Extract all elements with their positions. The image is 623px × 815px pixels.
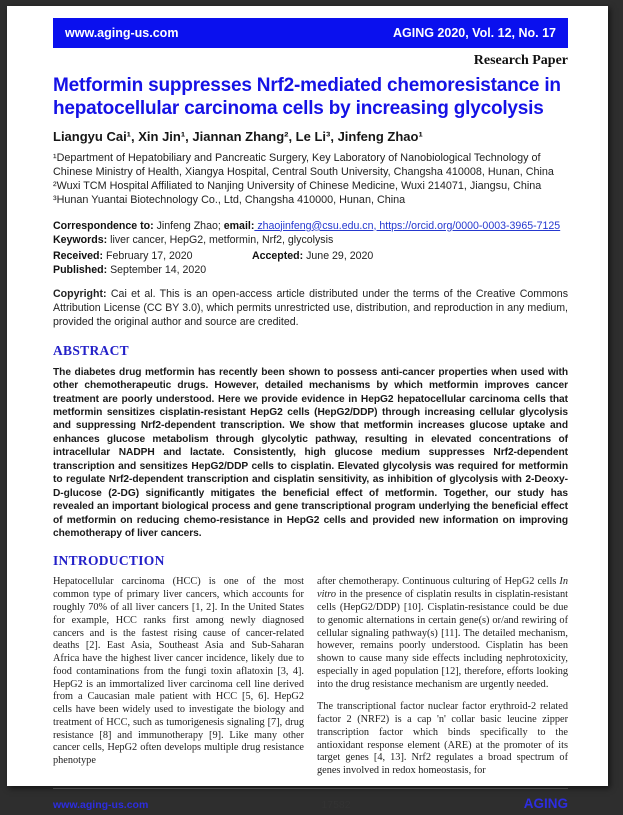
accepted-date: Accepted: June 29, 2020: [251, 249, 374, 262]
affiliation-2: ²Wuxi TCM Hospital Affiliated to Nanjing University of Chinese Medicine, Wuxi 214071, Jiangsu, China: [53, 179, 542, 192]
in-vitro-italic: In vitro: [317, 576, 568, 601]
intro-paragraph-2: after chemotherapy. Continuous culturing of HepG2 cells In vitro in the presence of cisplatin results in cisplatin-resistant cells (HepG2/DDP) [10]. Cisplatin-resistance could be due to genomic alternations in certain gene(s) or/and rewiring of cellular signaling pathway(s) [11]. The detailed mechanism, however, remains poorly understood. Cisplatin has been shown to cause many side effects including nephrotoxicity, especially in aged population [12], therefore, efforts looking into the drug resistance mechanism are urgently needed.: [317, 576, 568, 690]
footer-site-url: www.aging-us.com: [53, 798, 149, 811]
header-issue-label: AGING 2020, Vol. 12, No. 17: [392, 26, 556, 40]
email-orcid-link[interactable]: zhaojinfeng@csu.edu.cn, https://orcid.org/0000-0003-3965-7125: [254, 219, 561, 232]
received-date: Received: February 17, 2020: [53, 249, 193, 262]
affiliation-1: ¹Department of Hepatobiliary and Pancreatic Surgery, Key Laboratory of Nanobiological Technology of Chinese Ministry of Health, Xiangya Hospital, Central South University, Changsha 410008, Hunan, China: [53, 152, 554, 179]
introduction-columns: [53, 576, 568, 787]
copyright-paragraph: [53, 287, 568, 330]
header-bar: [53, 18, 568, 48]
authors-line: Liangyu Cai¹, Xin Jin¹, Jiannan Zhang², Le Li³, Jinfeng Zhao¹: [53, 129, 423, 145]
email-label: email:: [223, 219, 255, 232]
intro-left-column: [53, 576, 304, 787]
copyright-text: Cai et al. This is an open-access article distributed under the terms of the Creative Commons Attribution License (CC BY 3.0), which permits unrestricted use, distribution, and reproduction in any medium, provided the original author and source are credited.: [53, 288, 568, 329]
intro-paragraph-3: The transcriptional factor nuclear factor erythroid-2 related factor 2 (NRF2) is a cap 'n' collar basic leucine zipper transcription factor which binds specifically to the antioxidant response element (ARE) at the promoter of its target genes [4, 13]. Nrf2 regulates a broad spectrum of genes involved in redox homeostasis, for: [317, 701, 568, 777]
keywords-label: Keywords:: [53, 234, 108, 247]
correspondence-label: Correspondence to:: [53, 219, 154, 232]
article-title: Metformin suppresses Nrf2-mediated chemoresistance in hepatocellular carcinoma cells by increasing glycolysis: [53, 75, 561, 120]
footer-page-number: 17582: [321, 798, 351, 811]
correspondence-line: [53, 219, 568, 234]
copyright-label: Copyright:: [53, 288, 107, 301]
dates-line: [53, 249, 568, 278]
header-site-url: www.aging-us.com: [65, 26, 179, 40]
correspondence-block: [53, 219, 568, 278]
article-type-label: Research Paper: [473, 53, 568, 68]
keywords-value: liver cancer, HepG2, metformin, Nrf2, glycolysis: [107, 234, 334, 247]
abstract-body: The diabetes drug metformin has recently been shown to possess anti-cancer properties when used with other chemotherapeutic drugs. However, detailed mechanisms by which metformin improves cancer treatment are poorly understood. Here we provide evidence in HepG2 hepatocellular carcinoma cells that metformin sensitizes cisplatin-resistant HepG2 cells (HepG2/DDP) through increasing cellular glycolysis and suppressing Nrf2-dependent transcription. We show that metformin increases glucose uptake and enhances glucose metabolism through glycolytic pathway, resulting in elevated concentrations of intracellular NADPH and lactate. Consistently, high glucose medium suppresses Nrf2-dependent transcription and sensitizes HepG2/DDP cells to cisplatin. Elevated glycolysis was required for metformin to regulate Nrf2-dependent transcription and cisplatin sensitivity, as inhibition of glycolysis with 2-Deoxy-D-glucose (2-DG) significantly mitigates the beneficial effect of metformin. Together, our study has revealed an important biological process and gene transcriptional program underlying the beneficial effect of metformin on reducing chemo-resistance in HepG2 cells and provided new information on improving chemotherapy of liver cancers.: [53, 366, 568, 540]
page-footer: [53, 788, 568, 815]
published-date: Published: September 14, 2020: [53, 264, 207, 277]
affiliation-3: ³Hunan Yuantai Biotechnology Co., Ltd, Changsha 410000, Hunan, China: [53, 193, 406, 206]
correspondence-name: Jinfeng Zhao;: [153, 219, 224, 232]
intro-paragraph-1: Hepatocellular carcinoma (HCC) is one of the most common type of primary liver cancers, which accounts for roughly 70% of all liver cancers [1, 2]. In the United States for example, HCC ranks first among newly diagnosed cancers and is the fastest rising cause of cancer-related deaths [2]. East Asia, Southeast Asia and Sub-Saharan Africa have the highest liver cancer incidence, likely due to food contaminations from the fungi toxin aflatoxin [3, 4]. HepG2 is an immortalized liver carcinoma cell line derived from a Caucasian male patient with HCC [5, 6]. HepG2 cells have been widely used to investigate the biology and treatment of HCC, such as tumorigenesis signaling [7], drug resistance [8] and immunotherapy [9]. Like many other cancer cells, HepG2 often develops multiple drug resistance phenotype: [53, 576, 304, 767]
keywords-line: [53, 233, 568, 248]
affiliations-block: [53, 152, 568, 207]
intro-right-column: [317, 576, 568, 787]
abstract-heading: ABSTRACT: [53, 342, 129, 358]
footer-journal-name: AGING: [523, 795, 568, 811]
introduction-heading: INTRODUCTION: [53, 553, 165, 569]
journal-page: [7, 6, 608, 811]
